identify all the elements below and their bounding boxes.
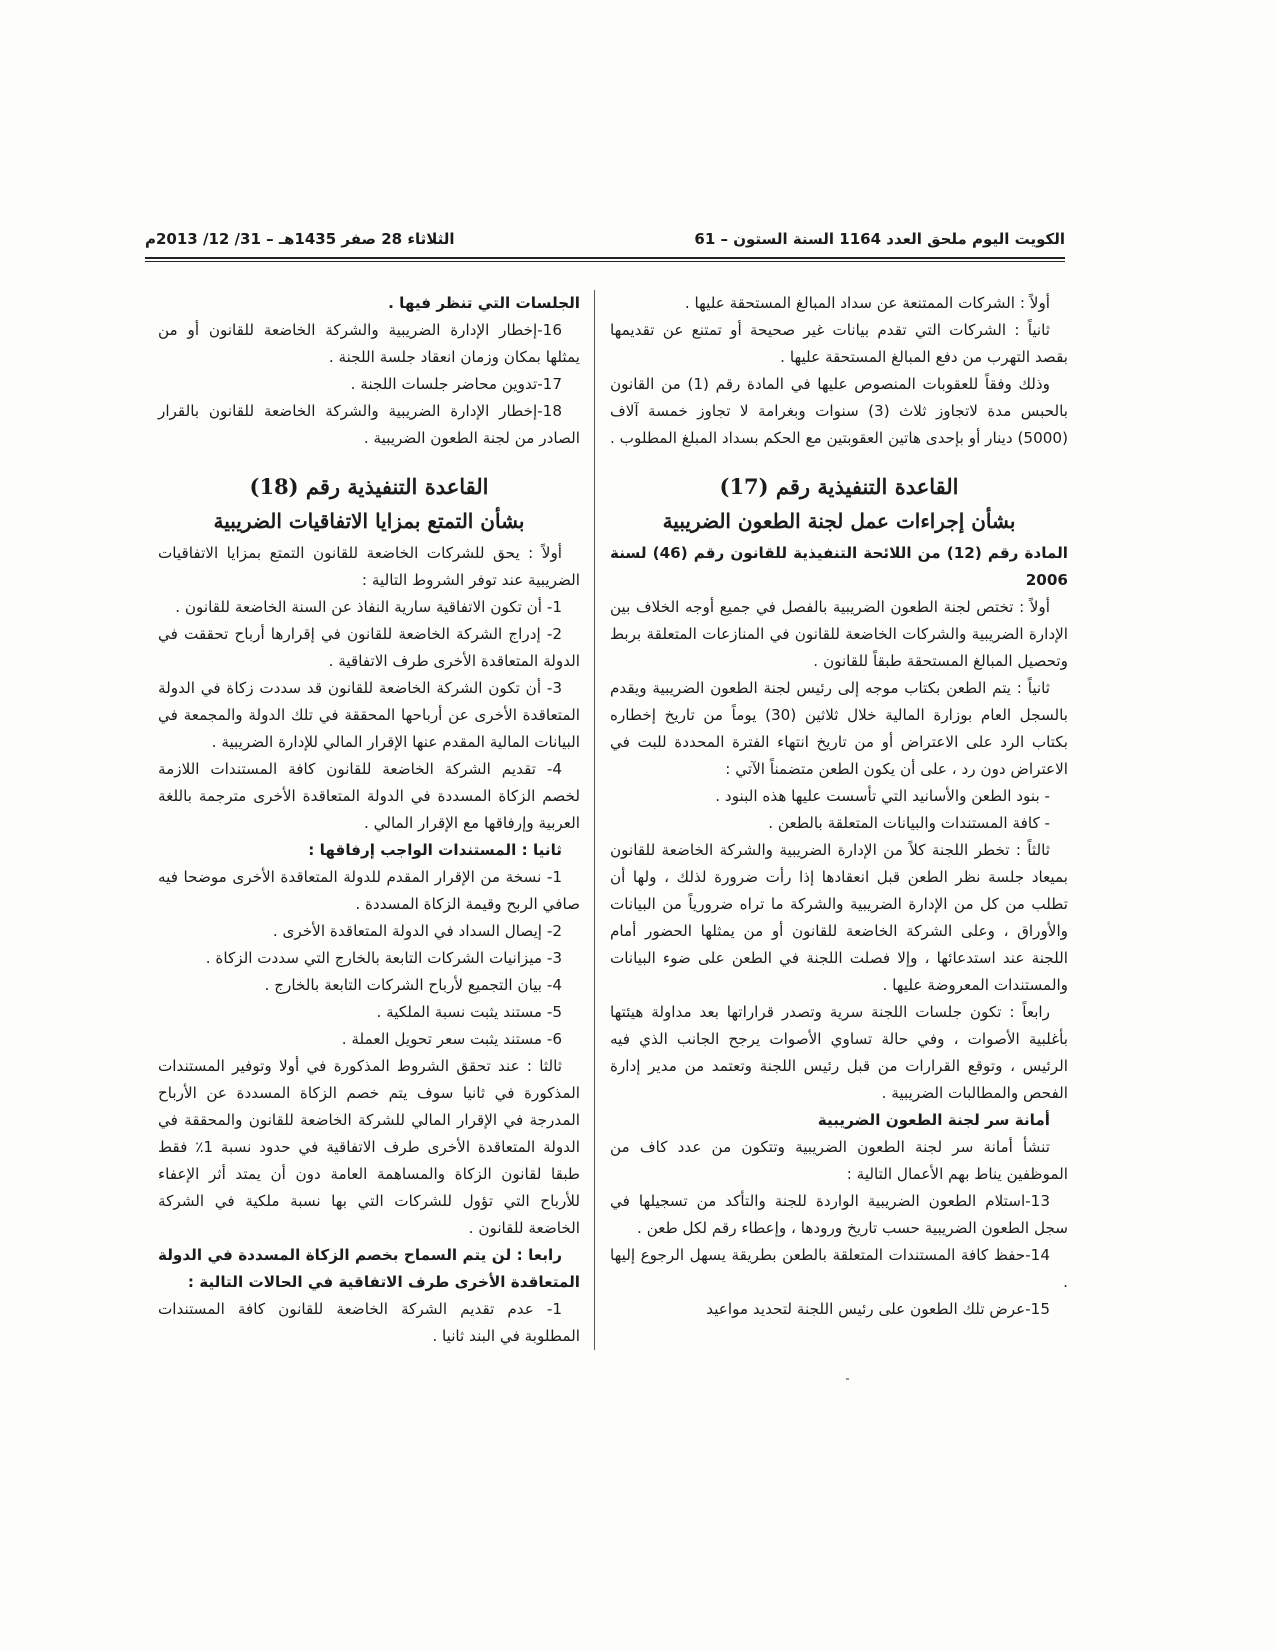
header-rule xyxy=(145,257,1065,262)
list-item: 15-عرض تلك الطعون على رئيس اللجنة لتحديد مواعيد xyxy=(706,1300,1050,1318)
sub-title: ثانيا : المستندات الواجب إرفاقها : xyxy=(308,841,562,859)
paragraph: أولاً : تختص لجنة الطعون الضريبية بالفصل في جميع أوجه الخلاف بين الإدارة الضريبية والشركات الخاضعة للقانون في المنازعات المتعلقة بربط وتحصيل المبالغ المستحقة طبقاً للقانون . xyxy=(610,598,1068,670)
paragraph: رابعاً : تكون جلسات اللجنة سرية وتصدر قراراتها بعد مداولة هيئتها بأغلبية الأصوات ، وفي حالة تساوي الأصوات يرجح الجانب الذي فيه الرئيس ، وتوقع القرارات من قبل رئيس اللجنة وتعتمد من مدير إدارة الفحص والمطالبات الضريبية . xyxy=(610,1003,1068,1102)
section-subheading-17: بشأن إجراءات عمل لجنة الطعون الضريبية xyxy=(662,509,1016,533)
page-header xyxy=(145,228,1065,258)
list-item: 2- إيصال السداد في الدولة المتعاقدة الأخرى . xyxy=(272,922,562,940)
section-heading-18: القاعدة التنفيذية رقم (18) xyxy=(249,474,489,499)
list-item: 1- عدم تقديم الشركة الخاضعة للقانون كافة المستندات المطلوبة في البند ثانيا . xyxy=(158,1300,580,1345)
list-item: 17-تدوين محاضر جلسات اللجنة . xyxy=(350,375,562,393)
list-item: - كافة المستندات والبيانات المتعلقة بالطعن . xyxy=(768,814,1050,832)
paragraph: ثانياً : الشركات التي تقدم بيانات غير صحيحة أو تمتنع عن تقديمها بقصد التهرب من دفع المبالغ المستحقة عليها . xyxy=(610,321,1068,366)
paragraph: أولاً : الشركات الممتنعة عن سداد المبالغ المستحقة عليها . xyxy=(684,294,1050,312)
column-divider xyxy=(594,290,595,1350)
paragraph: الجلسات التي تنظر فيها . xyxy=(388,294,580,312)
list-item: 4- تقديم الشركة الخاضعة للقانون كافة المستندات اللازمة لخصم الزكاة المسددة في الدولة المتعاقدة الأخرى مترجمة باللغة العربية وإرفاقها مع الإقرار المالي . xyxy=(158,760,580,832)
list-item: 1- أن تكون الاتفاقية سارية النفاذ عن السنة الخاضعة للقانون . xyxy=(175,598,562,616)
list-item: 5- مستند يثبت نسبة الملكية . xyxy=(376,1003,562,1021)
list-item: 18-إخطار الإدارة الضريبية والشركة الخاضعة للقانون بالقرار الصادر من لجنة الطعون الضريبية . xyxy=(158,402,580,447)
header-date: الثلاثاء 28 صفر 1435هـ – 31/ 12/ 2013م xyxy=(145,230,455,248)
list-item: 3- أن تكون الشركة الخاضعة للقانون قد سددت زكاة في الدولة المتعاقدة الأخرى عن أرباحها المحققة في تلك الدولة والمجمعة في البيانات المالية المقدم عنها الإقرار المالي للإدارة الضريبية . xyxy=(158,679,580,751)
paragraph: وذلك وفقاً للعقوبات المنصوص عليها في المادة رقم (1) من القانون بالحبس مدة لاتجاوز ثلاث (3) سنوات وبغرامة لا تجاوز خمسة آلاف (5000) دينار أو بإحدى هاتين العقوبتين مع الحكم بسداد المبلغ المطلوب . xyxy=(610,375,1068,447)
list-item: 13-استلام الطعون الضريبية الواردة للجنة والتأكد من تسجيلها في سجل الطعون الضريبية حسب تاريخ ورودها ، وإعطاء رقم لكل طعن . xyxy=(610,1192,1068,1237)
paragraph: ثالثا : عند تحقق الشروط المذكورة في أولا وتوفير المستندات المذكورة في ثانيا سوف يتم خصم الزكاة المسددة عن الأرباح المدرجة في الإقرار المالي للشركة الخاضعة للقانون والمحققة في الدولة المتعاقدة الأخرى طرف الاتفاقية في حدود نسبة 1٪ فقط طبقا لقانون الزكاة والمساهمة العامة دون أن يمتد أثر الإعفاء للأرباح التي تؤول للشركات التي بها نسبة ملكية في الشركة الخاضعة للقانون . xyxy=(158,1057,580,1237)
scan-speck xyxy=(846,1378,849,1380)
list-item: 16-إخطار الإدارة الضريبية والشركة الخاضعة للقانون أو من يمثلها بمكان وزمان انعقاد جلسة اللجنة . xyxy=(158,321,580,366)
paragraph: أولاً : يحق للشركات الخاضعة للقانون التمتع بمزايا الاتفاقيات الضريبية عند توفر الشروط التالية : xyxy=(158,544,580,589)
section-heading-17: القاعدة التنفيذية رقم (17) xyxy=(719,474,959,499)
list-item: 4- بيان التجميع لأرباح الشركات التابعة بالخارج . xyxy=(264,976,562,994)
section-subheading-18: بشأن التمتع بمزايا الاتفاقيات الضريبية xyxy=(213,509,525,533)
paragraph: ثانياً : يتم الطعن بكتاب موجه إلى رئيس لجنة الطعون الضريبية ويقدم بالسجل العام بوزارة المالية خلال ثلاثين (30) يوماً من تاريخ إخطاره بكتاب الرد على الاعتراض أو من تاريخ انتهاء الفترة المحددة للبت في الاعتراض دون رد ، على أن يكون الطعن متضمناً الآتي : xyxy=(610,679,1068,778)
list-item: 1- نسخة من الإقرار المقدم للدولة المتعاقدة الأخرى موضحا فيه صافي الربح وقيمة الزكاة المسددة . xyxy=(158,868,580,913)
article-reference: المادة رقم (12) من اللائحة التنفيذية للقانون رقم (46) لسنة 2006 xyxy=(610,544,1069,589)
header-gazette-title: الكويت اليوم ملحق العدد 1164 السنة الستون – 61 xyxy=(694,230,1065,248)
paragraph: ثالثاً : تخطر اللجنة كلاً من الإدارة الضريبية والشركة الخاضعة للقانون بميعاد جلسة نظر الطعن قبل انعقادها إذا رأت ضرورة لذلك ، ولها أن تطلب من كل من الإدارة الضريبية والشركة ما تراه ضرورياً من البيانات والأوراق ، وعلى الشركة الخاضعة للقانون أو من يمثلها الحضور أمام اللجنة عند استدعائها ، وإلا فصلت اللجنة في الطعن على ضوء البيانات والمستندات المعروضة عليها . xyxy=(610,841,1068,994)
paragraph: رابعا : لن يتم السماح بخصم الزكاة المسددة في الدولة المتعاقدة الأخرى طرف الاتفاقية في الحالات التالية : xyxy=(158,1246,580,1291)
list-item: 14-حفظ كافة المستندات المتعلقة بالطعن بطريقة يسهل الرجوع إليها . xyxy=(610,1246,1068,1291)
list-item: - بنود الطعن والأسانيد التي تأسست عليها هذه البنود . xyxy=(715,787,1050,805)
list-item: 2- إدراج الشركة الخاضعة للقانون في إقرارها أرباح تحققت في الدولة المتعاقدة الأخرى طرف الاتفاقية . xyxy=(158,625,580,670)
paragraph: تنشأ أمانة سر لجنة الطعون الضريبية وتتكون من عدد كاف من الموظفين يناط بهم الأعمال التالية : xyxy=(610,1138,1068,1183)
left-column xyxy=(158,290,580,1350)
sub-title: أمانة سر لجنة الطعون الضريبية xyxy=(817,1111,1050,1129)
list-item: 6- مستند يثبت سعر تحويل العملة . xyxy=(341,1030,562,1048)
right-column xyxy=(610,290,1068,1323)
list-item: 3- ميزانيات الشركات التابعة بالخارج التي سددت الزكاة . xyxy=(205,949,562,967)
